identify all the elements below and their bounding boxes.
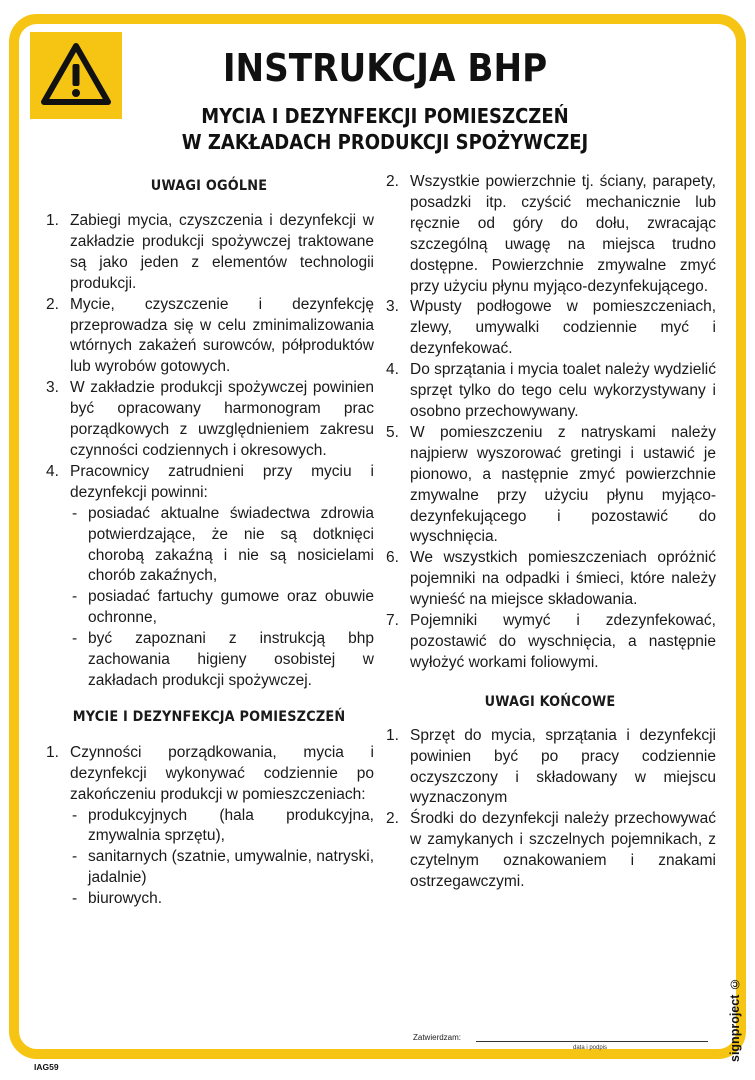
list-item [44,462,374,692]
washing-list-part1 [44,743,374,910]
item-text: Środki do dezynfekcji należy przechowywać w zamykanych i szczelnych pojemnikach, z czytelnym oznakowaniem i znakami ostrzegawczymi. [410,810,716,891]
item-text: Sprzęt do mycia, sprzątania i dezynfekcji powinien być po pracy codziennie oczyszczony i składowany w miejscu wyznaczonym [410,726,716,807]
list-item [44,743,374,910]
item-number: 4. [386,361,399,379]
list-item [384,611,716,674]
sub-list [70,806,374,911]
section-heading-washing: MYCIE I DEZYNFEKCJA POMIESZCZEŃ [72,708,346,725]
page-subtitle-line2: W ZAKŁADACH PRODUKCJI SPOŻYWCZEJ [181,130,589,154]
item-text: W zakładzie produkcji spożywczej powinien być opracowany harmonogram prac porządkowych z uwzględnieniem zakresu czynności codziennych i okresowych. [70,379,374,459]
warning-box [30,32,122,119]
sign-code: IAG59 [34,1062,59,1072]
signature-line [476,1041,708,1042]
left-column [44,172,374,910]
item-number: 2. [386,173,399,190]
list-item [384,172,716,297]
final-list [384,726,716,893]
item-number: 1. [386,726,399,744]
sub-list-item: - posiadać fartuchy gumowe oraz obuwie ochronne, [70,587,374,629]
list-item [384,423,716,548]
item-number: 1. [46,212,59,229]
page-title: INSTRUKCJA BHP [222,46,548,90]
general-list [44,211,374,692]
item-text: Mycie, czyszczenie i dezynfekcję przeprowadza się w celu zminimalizowania wtórnych zakażeń surowców, półproduktów lub wyrobów gotowych. [70,295,374,376]
approval-label: Zatwierdzam: [413,1033,462,1042]
sub-list-item: - sanitarnych (szatnie, umywalnie, natryski, jadalnie) [70,847,374,889]
sub-list [70,504,374,692]
item-number: 5. [386,423,399,441]
item-number: 3. [386,298,399,316]
list-item [384,809,716,893]
list-item [384,297,716,360]
list-item [384,360,716,423]
sub-list-item: - być zapoznani z instrukcją bhp zachowania higieny osobistej w zakładach produkcji spożywczej. [70,629,374,692]
list-item [44,211,374,295]
page-subtitle-line1: MYCIA I DEZYNFEKCJI POMIESZCZEŃ [201,104,569,128]
item-number: 6. [386,549,399,567]
sub-list-item: - posiadać aktualne świadectwa zdrowia potwierdzające, że nie są dotknięci chorobą zakaźną i nie są nosicielami chorób zakaźnych, [70,504,374,588]
item-text: W pomieszczeniu z natryskami należy najpierw wyszorować gretingi i ustawić je pionowo, a następnie zmyć powierzchnie zmywalne przy użyciu płynu myjąco-dezynfekującego i pozostawić do wyschnięcia. [410,423,716,546]
list-item [384,726,716,810]
brand-text: signproject © [728,977,742,1062]
washing-list-part2 [384,172,716,674]
item-number: 4. [46,462,59,480]
list-item [44,295,374,379]
item-number: 2. [386,810,399,828]
item-number: 2. [46,295,59,313]
item-text: Czynności porządkowania, mycia i dezynfekcji wykonywać codziennie po zakończeniu produkcji w pomieszczeniach: [70,743,374,803]
list-item [384,548,716,611]
item-number: 1. [46,743,59,761]
right-column [384,172,716,893]
item-text: Pojemniki wymyć i zdezynfekować, pozostawić do wyschnięcia, a następnie wyłożyć workami foliowymi. [410,612,716,671]
item-text: We wszystkich pomieszczeniach opróżnić pojemniki na odpadki i śmieci, które należy wynieść na miejsce składowania. [410,549,716,609]
section-heading-final: UWAGI KOŃCOWE [484,693,616,710]
sub-list-item: - biurowych. [70,889,374,910]
warning-triangle-icon [40,40,112,110]
list-item [44,378,374,462]
item-text: Wszystkie powierzchnie tj. ściany, parapety, posadzki itp. czyścić mechanicznie lub ręcznie od góry do dołu, zwracając szczególną uwagę na miejsca trudno dostępne. Powierzchnie zmywalne zmyć przy użyciu płynu myjąco-dezynfekującego. [410,173,716,295]
item-number: 7. [386,612,399,630]
item-text: Wpusty podłogowe w pomieszczeniach, zlewy, umywalki codziennie myć i dezynfekować. [410,298,716,358]
signature-caption: data i podpis [573,1045,608,1051]
item-text: Do sprzątania i mycia toalet należy wydzielić sprzęt tylko do tego celu wykorzystywany i osobno przechowywany. [410,361,716,420]
item-text: Pracownicy zatrudnieni przy myciu i dezynfekcji powinni: [70,462,374,501]
sub-list-item: - produkcyjnych (hala produkcyjna, zmywalnia sprzętu), [70,806,374,848]
item-text: Zabiegi mycia, czyszczenia i dezynfekcji w zakładzie produkcji spożywczej traktowane są jako jeden z elementów technologii produkcji. [70,212,374,292]
approval-field [413,1033,708,1051]
item-number: 3. [46,379,59,397]
section-heading-general: UWAGI OGÓLNE [150,178,268,194]
